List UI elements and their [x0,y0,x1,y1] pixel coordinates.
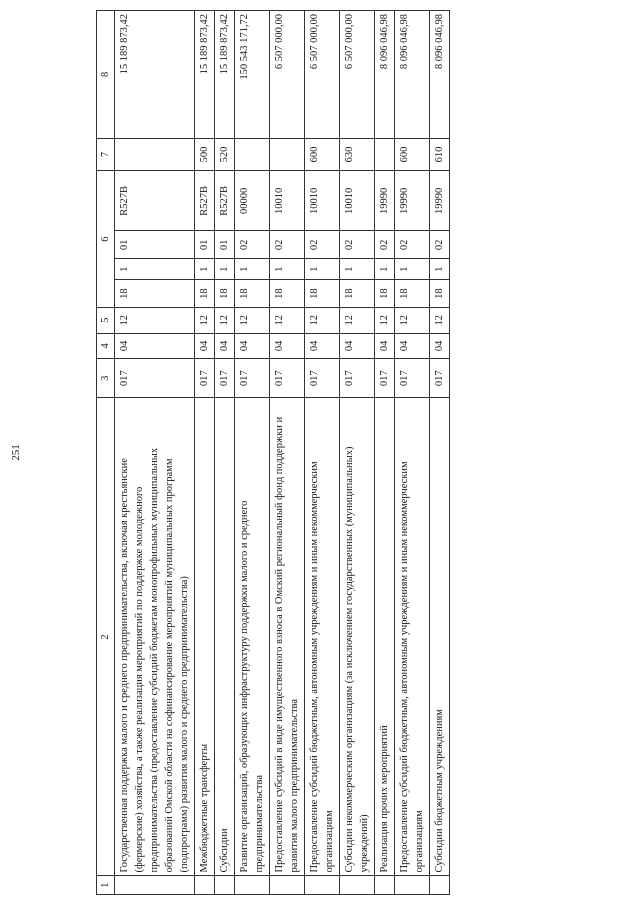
cell-col6-b: 1 [430,259,450,280]
cell-col6-d: 10010 [305,171,340,231]
cell-col6-b: 1 [375,259,395,280]
cell-col7 [270,138,305,170]
cell-col8: 150 543 171,72 [235,11,270,139]
cell-col4: 04 [115,333,195,359]
cell-col3: 017 [235,359,270,398]
row-number-cell [215,876,235,895]
cell-col8: 6 507 000,00 [270,11,305,139]
cell-col6-b: 1 [395,259,430,280]
row-name: Государственная поддержка малого и среднего предпринимательства, включая крестьянские (фермерские) хозяйства, а также реализация мероприятий по поддержке молодежного предпринимательства (предоставление субсидий бюджетам монопрофильных муниципальных образований Омской области на софинансирование мероприятий муниципальных программ (подпрограмм) развития малого и среднего предпринимательства) [115,398,195,876]
cell-col4: 04 [235,333,270,359]
cell-col7: 610 [430,138,450,170]
page-number: 251 [10,444,22,461]
row-name: Развитие организаций, образующих инфраструктуру поддержки малого и среднего предпринимательства [235,398,270,876]
cell-col6-d: 19990 [430,171,450,231]
column-header-7: 7 [97,138,115,170]
row-name: Межбюджетные трансферты [195,398,215,876]
cell-col6-c: 02 [270,231,305,259]
row-name: Субсидии некоммерческим организациям (за исключением государственных (муниципальных) учреждений) [340,398,375,876]
cell-col8: 15 189 873,42 [115,11,195,139]
column-header-8: 8 [97,11,115,139]
cell-col6-b: 1 [340,259,375,280]
table-header [97,11,115,895]
table-row [395,11,430,895]
cell-col8: 6 507 000,00 [305,11,340,139]
cell-col6-b: 1 [305,259,340,280]
cell-col6-a: 18 [340,280,375,308]
column-header-5: 5 [97,308,115,334]
cell-col8: 8 096 046,98 [395,11,430,139]
cell-col3: 017 [430,359,450,398]
cell-col8: 8 096 046,98 [375,11,395,139]
cell-col7: 630 [340,138,375,170]
table-row [115,11,195,895]
cell-col5: 12 [395,308,430,334]
cell-col6-b: 1 [195,259,215,280]
cell-col6-c: 02 [340,231,375,259]
cell-col4: 04 [395,333,430,359]
cell-col7 [375,138,395,170]
cell-col7 [235,138,270,170]
cell-col6-c: 02 [305,231,340,259]
cell-col6-c: 01 [215,231,235,259]
cell-col6-c: 02 [395,231,430,259]
cell-col3: 017 [305,359,340,398]
cell-col5: 12 [375,308,395,334]
cell-col3: 017 [395,359,430,398]
cell-col7: 600 [395,138,430,170]
cell-col4: 04 [195,333,215,359]
cell-col6-b: 1 [235,259,270,280]
cell-col6-d: 00000 [235,171,270,231]
cell-col5: 12 [195,308,215,334]
cell-col6-c: 02 [235,231,270,259]
cell-col7: 600 [305,138,340,170]
row-number-cell [340,876,375,895]
cell-col3: 017 [375,359,395,398]
cell-col6-a: 18 [395,280,430,308]
row-name: Реализация прочих мероприятий [375,398,395,876]
row-name: Субсидии [215,398,235,876]
cell-col5: 12 [340,308,375,334]
cell-col6-d: 19990 [375,171,395,231]
column-header-2: 2 [97,398,115,876]
cell-col6-a: 18 [375,280,395,308]
cell-col5: 12 [305,308,340,334]
cell-col8: 15 189 873,42 [195,11,215,139]
column-header-1: 1 [97,876,115,895]
cell-col6-d: 19990 [395,171,430,231]
cell-col6-b: 1 [215,259,235,280]
cell-col3: 017 [340,359,375,398]
column-header-4: 4 [97,333,115,359]
row-name: Предоставление субсидий в виде имущественного взноса в Омский региональный фонд поддержки и развития малого предпринимательства [270,398,305,876]
row-number-cell [375,876,395,895]
cell-col6-a: 18 [215,280,235,308]
cell-col4: 04 [215,333,235,359]
table-body [115,11,450,895]
cell-col6-b: 1 [270,259,305,280]
cell-col6-c: 02 [430,231,450,259]
table-row [375,11,395,895]
row-name: Предоставление субсидий бюджетным, автономным учреждениям и иным некоммерческим организациям [305,398,340,876]
cell-col6-a: 18 [195,280,215,308]
table-row [430,11,450,895]
cell-col6-d: R527В [115,171,195,231]
cell-col5: 12 [430,308,450,334]
table-row [215,11,235,895]
cell-col3: 017 [115,359,195,398]
cell-col3: 017 [215,359,235,398]
cell-col3: 017 [195,359,215,398]
cell-col8: 8 096 046,98 [430,11,450,139]
cell-col7 [115,138,195,170]
cell-col5: 12 [115,308,195,334]
cell-col8: 6 507 000,00 [340,11,375,139]
row-number-cell [115,876,195,895]
row-number-cell [235,876,270,895]
cell-col6-d: R527В [195,171,215,231]
cell-col6-d: 10010 [270,171,305,231]
cell-col6-d: R527В [215,171,235,231]
column-header-3: 3 [97,359,115,398]
cell-col8: 15 189 873,42 [215,11,235,139]
row-name: Предоставление субсидий бюджетным, автономным учреждениям и иным некоммерческим организациям [395,398,430,876]
row-number-cell [430,876,450,895]
cell-col6-a: 18 [235,280,270,308]
cell-col6-d: 10010 [340,171,375,231]
cell-col6-a: 18 [430,280,450,308]
row-number-cell [395,876,430,895]
cell-col5: 12 [270,308,305,334]
cell-col4: 04 [375,333,395,359]
cell-col4: 04 [340,333,375,359]
row-number-cell [305,876,340,895]
cell-col7: 520 [215,138,235,170]
cell-col3: 017 [270,359,305,398]
cell-col6-a: 18 [305,280,340,308]
table-row [270,11,305,895]
cell-col6-c: 01 [195,231,215,259]
cell-col6-c: 01 [115,231,195,259]
table-row [305,11,340,895]
cell-col4: 04 [430,333,450,359]
table-row [340,11,375,895]
cell-col7: 500 [195,138,215,170]
cell-col5: 12 [215,308,235,334]
row-number-cell [195,876,215,895]
budget-table [96,10,450,895]
cell-col6-c: 02 [375,231,395,259]
cell-col6-b: 1 [115,259,195,280]
table-row [235,11,270,895]
row-name: Субсидии бюджетным учреждениям [430,398,450,876]
cell-col4: 04 [270,333,305,359]
cell-col6-a: 18 [115,280,195,308]
cell-col4: 04 [305,333,340,359]
cell-col6-a: 18 [270,280,305,308]
table-row [195,11,215,895]
row-number-cell [270,876,305,895]
column-header-6: 6 [97,171,115,308]
cell-col5: 12 [235,308,270,334]
